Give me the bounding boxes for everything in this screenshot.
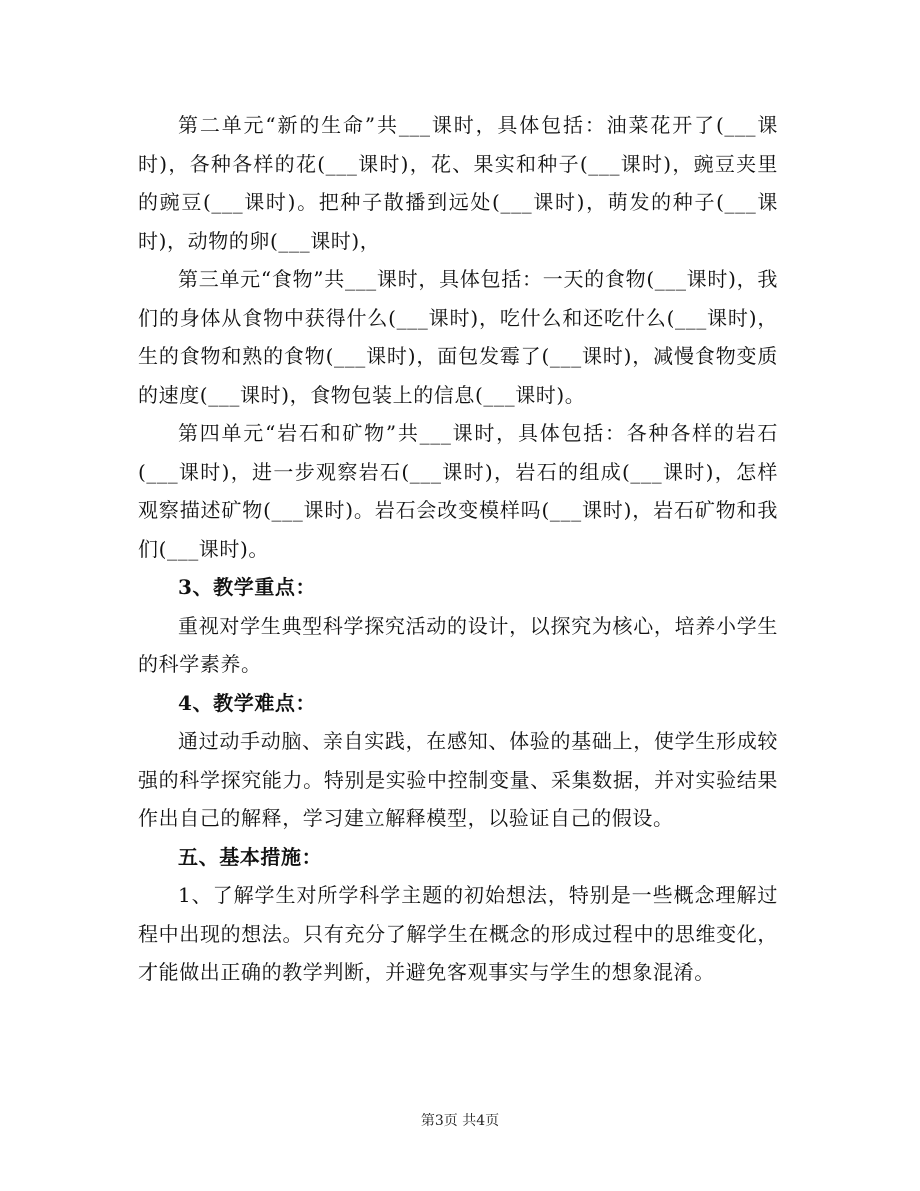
paragraph-unit-2: 第二单元“新的生命”共___课时，具体包括：油菜花开了(___课时)，各种各样的花(___课时)，花、果实和种子(___课时)，豌豆夹里的豌豆(___课时)。把种子散播到远处(___课时)，萌发的种子(___课时)，动物的卵(___课时)， <box>138 113 778 253</box>
paragraph-teaching-focus: 重视对学生典型科学探究活动的设计，以探究为核心，培养小学生的科学素养。 <box>138 613 778 676</box>
heading-teaching-difficulty: 4、教学难点： <box>178 690 317 715</box>
document-body <box>138 106 778 992</box>
paragraph-teaching-difficulty: 通过动手动脑、亲自实践，在感知、体验的基础上，使学生形成较强的科学探究能力。特别是实验中控制变量、采集数据，并对实验结果作出自己的解释，学习建立解释模型，以验证自己的假设。 <box>138 729 778 830</box>
heading-basic-measures: 五、基本措施： <box>178 844 323 869</box>
paragraph-unit-4: 第四单元“岩石和矿物”共___课时，具体包括：各种各样的岩石(___课时)，进一步观察岩石(___课时)，岩石的组成(___课时)，怎样观察描述矿物(___课时)。岩石会改变模样吗(___课时)，岩石矿物和我们(___课时)。 <box>138 421 778 561</box>
paragraph-unit-3: 第三单元“食物”共___课时，具体包括：一天的食物(___课时)，我们的身体从食物中获得什么(___课时)，吃什么和还吃什么(___课时)，生的食物和熟的食物(___课时)，面包发霉了(___课时)，减慢食物变质的速度(___课时)，食物包装上的信息(___课时)。 <box>138 267 778 407</box>
page-number-footer: 第3页 共4页 <box>420 1113 500 1129</box>
paragraph-basic-measures: 1、了解学生对所学科学主题的初始想法，特别是一些概念理解过程中出现的想法。只有充分了解学生在概念的形成过程中的思维变化，才能做出正确的教学判断，并避免客观事实与学生的想象混淆。 <box>138 883 778 984</box>
heading-teaching-focus: 3、教学重点： <box>178 575 317 599</box>
